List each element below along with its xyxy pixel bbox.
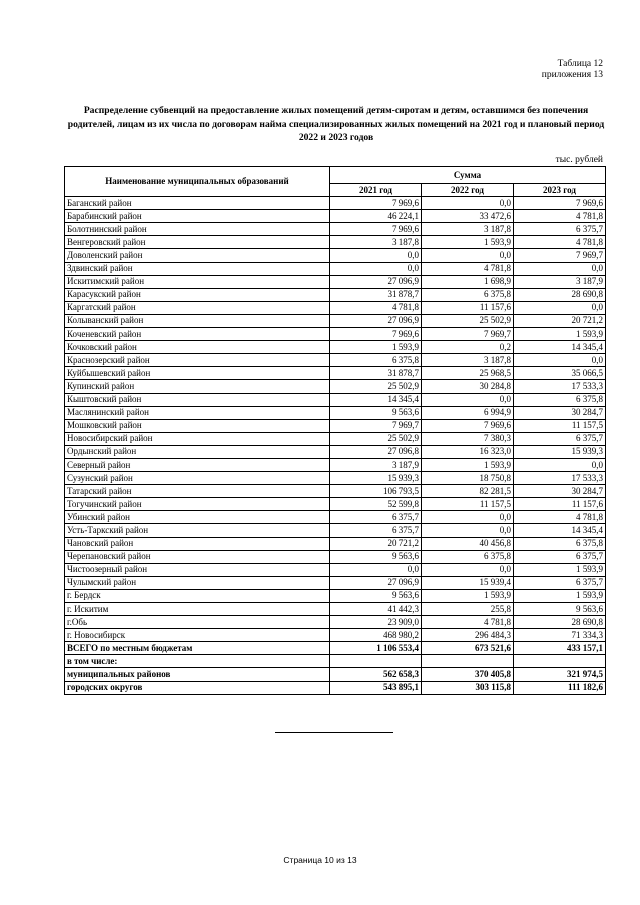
amount-cell: 15 939,3 xyxy=(330,472,422,485)
amount-cell: 30 284,8 xyxy=(422,380,514,393)
amount-cell: 6 375,7 xyxy=(514,576,606,589)
table-row xyxy=(65,576,606,589)
amount-cell: 35 066,5 xyxy=(514,367,606,380)
amount-cell: 27 096,9 xyxy=(330,314,422,327)
table-row xyxy=(65,603,606,616)
table-row xyxy=(65,393,606,406)
amount-cell: 0,0 xyxy=(514,301,606,314)
table-row xyxy=(65,681,606,694)
amount-cell: 7 380,3 xyxy=(422,432,514,445)
table-row xyxy=(65,354,606,367)
amount-cell: 15 939,4 xyxy=(422,576,514,589)
amount-cell: 0,0 xyxy=(330,563,422,576)
table-row xyxy=(65,314,606,327)
table-row xyxy=(65,275,606,288)
table-row xyxy=(65,432,606,445)
amount-cell: 6 375,7 xyxy=(330,524,422,537)
table-row xyxy=(65,301,606,314)
municipality-name: Черепановский район xyxy=(65,550,330,563)
amount-cell: 82 281,5 xyxy=(422,485,514,498)
amount-cell: 30 284,7 xyxy=(514,406,606,419)
amount-cell: 14 345,4 xyxy=(514,524,606,537)
amount-cell: 25 968,5 xyxy=(422,367,514,380)
amount-cell: 20 721,2 xyxy=(330,537,422,550)
amount-cell: 4 781,8 xyxy=(514,210,606,223)
municipality-name: Сузунский район xyxy=(65,472,330,485)
amount-cell: 0,0 xyxy=(514,354,606,367)
amount-cell: 0,2 xyxy=(422,341,514,354)
municipality-name: в том числе: xyxy=(65,655,330,668)
amount-cell: 1 593,9 xyxy=(330,341,422,354)
municipality-name: Краснозерский район xyxy=(65,354,330,367)
municipality-name: Здвинский район xyxy=(65,262,330,275)
table-row xyxy=(65,249,606,262)
table-row xyxy=(65,445,606,458)
column-header-sum: Сумма xyxy=(330,167,606,184)
amount-cell: 0,0 xyxy=(330,262,422,275)
municipality-name: Маслянинский район xyxy=(65,406,330,419)
amount-cell: 28 690,8 xyxy=(514,616,606,629)
amount-cell: 11 157,5 xyxy=(514,419,606,432)
amount-cell: 17 533,3 xyxy=(514,472,606,485)
table-row xyxy=(65,262,606,275)
municipality-name: Мошковский район xyxy=(65,419,330,432)
table-row xyxy=(65,419,606,432)
amount-cell: 7 969,6 xyxy=(330,328,422,341)
table-row xyxy=(65,367,606,380)
amount-cell: 0,0 xyxy=(422,393,514,406)
municipality-name: Тогучинский район xyxy=(65,498,330,511)
appendix-reference xyxy=(542,59,603,81)
amount-cell: 255,8 xyxy=(422,603,514,616)
amount-cell: 106 793,5 xyxy=(330,485,422,498)
amount-cell: 17 533,3 xyxy=(514,380,606,393)
amount-cell: 4 781,8 xyxy=(330,301,422,314)
amount-cell: 11 157,6 xyxy=(422,301,514,314)
units-label: тыс. рублей xyxy=(555,155,603,165)
municipality-name: Северный район xyxy=(65,458,330,471)
amount-cell: 41 442,3 xyxy=(330,603,422,616)
amount-cell: 52 599,8 xyxy=(330,498,422,511)
amount-cell: 3 187,8 xyxy=(422,354,514,367)
amount-cell: 6 375,7 xyxy=(330,511,422,524)
amount-cell: 11 157,5 xyxy=(422,498,514,511)
amount-cell xyxy=(422,655,514,668)
column-header-year: 2023 год xyxy=(514,184,606,197)
amount-cell: 562 658,3 xyxy=(330,668,422,681)
subsidy-table xyxy=(64,166,606,695)
amount-cell: 468 980,2 xyxy=(330,629,422,642)
amount-cell: 9 563,6 xyxy=(330,589,422,602)
table-row xyxy=(65,485,606,498)
table-row xyxy=(65,537,606,550)
table-row xyxy=(65,472,606,485)
amount-cell: 30 284,7 xyxy=(514,485,606,498)
appendix-number: приложения 13 xyxy=(541,70,603,80)
document-title: Распределение субвенций на предоставление жилых помещений детям-сиротам и детям, оставшимся без попечения родителей, лицам из их числа по договорам найма специализированных жилых помещений на 2021 год и плановый период 2022 и 2023 годов xyxy=(67,105,605,143)
table-row xyxy=(65,380,606,393)
amount-cell: 14 345,4 xyxy=(514,341,606,354)
municipality-name: Ордынский район xyxy=(65,445,330,458)
amount-cell: 1 593,9 xyxy=(514,589,606,602)
municipality-name: г.Обь xyxy=(65,616,330,629)
table-row xyxy=(65,197,606,210)
amount-cell: 1 593,9 xyxy=(514,563,606,576)
amount-cell: 296 484,3 xyxy=(422,629,514,642)
amount-cell: 15 939,3 xyxy=(514,445,606,458)
amount-cell: 4 781,8 xyxy=(422,616,514,629)
amount-cell: 3 187,8 xyxy=(422,223,514,236)
amount-cell: 11 157,6 xyxy=(514,498,606,511)
amount-cell: 16 323,0 xyxy=(422,445,514,458)
amount-cell: 25 502,9 xyxy=(330,432,422,445)
amount-cell: 111 182,6 xyxy=(514,681,606,694)
amount-cell: 6 375,7 xyxy=(514,432,606,445)
amount-cell: 1 593,9 xyxy=(422,236,514,249)
amount-cell: 3 187,8 xyxy=(330,236,422,249)
municipality-name: Баганский район xyxy=(65,197,330,210)
table-row xyxy=(65,524,606,537)
amount-cell: 7 969,6 xyxy=(330,197,422,210)
amount-cell: 14 345,4 xyxy=(330,393,422,406)
amount-cell: 0,0 xyxy=(422,197,514,210)
municipality-name: Венгеровский район xyxy=(65,236,330,249)
amount-cell: 9 563,6 xyxy=(330,406,422,419)
amount-cell: 673 521,6 xyxy=(422,642,514,655)
column-header-name: Наименование муниципальных образований xyxy=(65,167,330,197)
amount-cell: 71 334,3 xyxy=(514,629,606,642)
municipality-name: Татарский район xyxy=(65,485,330,498)
amount-cell: 7 969,6 xyxy=(422,419,514,432)
amount-cell: 6 375,8 xyxy=(514,537,606,550)
amount-cell: 7 969,7 xyxy=(514,249,606,262)
municipality-name: г. Бердск xyxy=(65,589,330,602)
amount-cell: 27 096,9 xyxy=(330,576,422,589)
municipality-name: Усть-Таркский район xyxy=(65,524,330,537)
municipality-name: муниципальных районов xyxy=(65,668,330,681)
municipality-name: Колыванский район xyxy=(65,314,330,327)
table-row xyxy=(65,458,606,471)
amount-cell: 6 994,9 xyxy=(422,406,514,419)
municipality-name: Чистоозерный район xyxy=(65,563,330,576)
table-row xyxy=(65,629,606,642)
municipality-name: Кыштовский район xyxy=(65,393,330,406)
amount-cell: 0,0 xyxy=(422,511,514,524)
amount-cell: 6 375,7 xyxy=(514,223,606,236)
municipality-name: городских округов xyxy=(65,681,330,694)
amount-cell: 1 106 553,4 xyxy=(330,642,422,655)
municipality-name: Коченевский район xyxy=(65,328,330,341)
amount-cell: 20 721,2 xyxy=(514,314,606,327)
column-header-year: 2022 год xyxy=(422,184,514,197)
amount-cell: 7 969,7 xyxy=(422,328,514,341)
table-row xyxy=(65,328,606,341)
column-header-year: 2021 год xyxy=(330,184,422,197)
amount-cell: 9 563,6 xyxy=(330,550,422,563)
table-row xyxy=(65,616,606,629)
amount-cell: 7 969,6 xyxy=(330,223,422,236)
municipality-name: Барабинский район xyxy=(65,210,330,223)
municipality-name: Искитимский район xyxy=(65,275,330,288)
amount-cell: 7 969,7 xyxy=(330,419,422,432)
table-row xyxy=(65,563,606,576)
table-row xyxy=(65,341,606,354)
amount-cell: 28 690,8 xyxy=(514,288,606,301)
table-row xyxy=(65,642,606,655)
table-row xyxy=(65,668,606,681)
amount-cell: 27 096,9 xyxy=(330,275,422,288)
amount-cell: 6 375,8 xyxy=(422,288,514,301)
separator-line xyxy=(275,732,393,733)
table-row xyxy=(65,223,606,236)
amount-cell: 0,0 xyxy=(422,524,514,537)
amount-cell: 6 375,8 xyxy=(330,354,422,367)
amount-cell: 33 472,6 xyxy=(422,210,514,223)
amount-cell: 1 593,9 xyxy=(422,589,514,602)
amount-cell: 3 187,9 xyxy=(514,275,606,288)
amount-cell: 23 909,0 xyxy=(330,616,422,629)
amount-cell: 321 974,5 xyxy=(514,668,606,681)
amount-cell: 6 375,7 xyxy=(514,550,606,563)
table-row xyxy=(65,406,606,419)
amount-cell: 0,0 xyxy=(330,249,422,262)
amount-cell: 0,0 xyxy=(422,249,514,262)
municipality-name: Новосибирский район xyxy=(65,432,330,445)
table-row xyxy=(65,550,606,563)
municipality-name: ВСЕГО по местным бюджетам xyxy=(65,642,330,655)
amount-cell: 1 593,9 xyxy=(422,458,514,471)
amount-cell xyxy=(330,655,422,668)
amount-cell: 6 375,8 xyxy=(514,393,606,406)
amount-cell: 40 456,8 xyxy=(422,537,514,550)
municipality-name: Куйбышевский район xyxy=(65,367,330,380)
amount-cell: 31 878,7 xyxy=(330,367,422,380)
table-number: Таблица 12 xyxy=(557,59,603,69)
amount-cell: 303 115,8 xyxy=(422,681,514,694)
municipality-name: Чулымский район xyxy=(65,576,330,589)
amount-cell: 9 563,6 xyxy=(514,603,606,616)
amount-cell: 4 781,8 xyxy=(422,262,514,275)
amount-cell xyxy=(514,655,606,668)
amount-cell: 4 781,8 xyxy=(514,236,606,249)
amount-cell: 18 750,8 xyxy=(422,472,514,485)
municipality-name: Кочковский район xyxy=(65,341,330,354)
table-row xyxy=(65,236,606,249)
amount-cell: 25 502,9 xyxy=(330,380,422,393)
municipality-name: Болотнинский район xyxy=(65,223,330,236)
amount-cell: 3 187,9 xyxy=(330,458,422,471)
amount-cell: 6 375,8 xyxy=(422,550,514,563)
municipality-name: г. Новосибирск xyxy=(65,629,330,642)
amount-cell: 1 698,9 xyxy=(422,275,514,288)
amount-cell: 0,0 xyxy=(422,563,514,576)
amount-cell: 4 781,8 xyxy=(514,511,606,524)
table-row xyxy=(65,511,606,524)
table-row xyxy=(65,589,606,602)
municipality-name: Доволенский район xyxy=(65,249,330,262)
table-row xyxy=(65,288,606,301)
amount-cell: 27 096,8 xyxy=(330,445,422,458)
municipality-name: Каргатский район xyxy=(65,301,330,314)
amount-cell: 31 878,7 xyxy=(330,288,422,301)
amount-cell: 433 157,1 xyxy=(514,642,606,655)
table-row xyxy=(65,655,606,668)
table-row xyxy=(65,498,606,511)
amount-cell: 1 593,9 xyxy=(514,328,606,341)
municipality-name: Карасукский район xyxy=(65,288,330,301)
amount-cell: 543 895,1 xyxy=(330,681,422,694)
municipality-name: Купинский район xyxy=(65,380,330,393)
table-row xyxy=(65,210,606,223)
amount-cell: 7 969,6 xyxy=(514,197,606,210)
municipality-name: Убинский район xyxy=(65,511,330,524)
amount-cell: 0,0 xyxy=(514,262,606,275)
amount-cell: 46 224,1 xyxy=(330,210,422,223)
page-footer: Страница 10 из 13 xyxy=(283,855,357,865)
amount-cell: 0,0 xyxy=(514,458,606,471)
municipality-name: г. Искитим xyxy=(65,603,330,616)
amount-cell: 370 405,8 xyxy=(422,668,514,681)
amount-cell: 25 502,9 xyxy=(422,314,514,327)
municipality-name: Чановский район xyxy=(65,537,330,550)
